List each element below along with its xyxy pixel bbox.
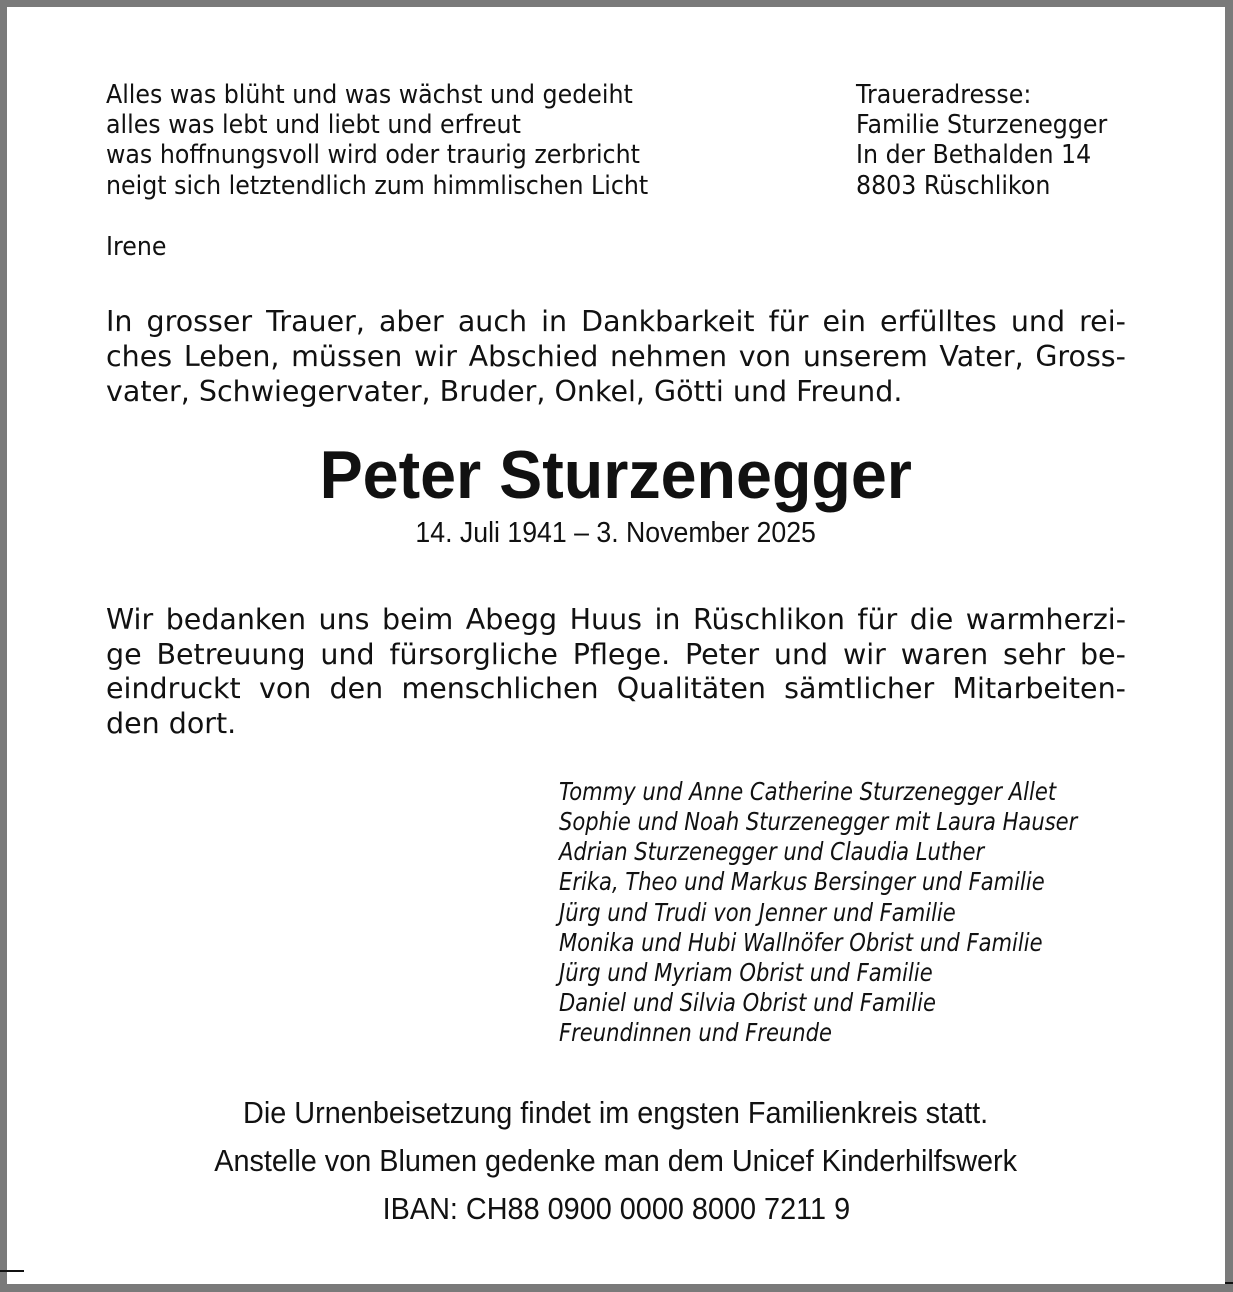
word: rei- [1079,305,1126,338]
thanks-line: den dort. [106,706,237,740]
poem-line: neigt sich letztendlich zum himmlischen Licht [106,170,649,201]
word: Qualitäten [616,672,766,705]
word: die [909,603,954,636]
word: für [857,603,898,636]
burial-note-text: Die Urnenbeisetzung findet im engsten Familienkreis statt. [243,1095,989,1130]
word: müssen [291,340,403,373]
mourner: Tommy und Anne Catherine Sturzenegger Allet [559,777,1057,806]
mourner: Daniel und Silvia Obrist und Familie [559,988,936,1018]
thanks-line [106,638,1126,673]
word: in [654,603,681,636]
word: auch [457,305,528,338]
life-dates-text: 14. Juli 1941 – 3. November 2025 [415,517,817,549]
iban [7,1185,1225,1233]
intro-line: vater, Schwiegervater, Bruder, Onkel, Götti und Freund. [106,375,903,408]
word: warmherzi- [965,603,1126,636]
word: und [1010,305,1066,338]
intro-paragraph [106,304,1126,409]
page-edge-shadow [1225,1282,1233,1284]
word: Gross- [1035,340,1126,373]
word: sämtlicher [784,672,935,705]
word: ge [106,637,142,671]
word: von [258,672,312,705]
poem-line: Alles was blüht und was wächst und gedeiht [106,80,633,110]
word: grosser [146,305,253,338]
iban-text: IBAN: CH88 0900 0000 8000 7211 9 [382,1191,850,1226]
poem-line: was hoffnungsvoll wird oder traurig zerbricht [106,140,640,171]
word: Peter [684,637,760,671]
word: Pflege. [572,637,671,671]
donation-note [7,1137,1225,1185]
mourning-address [856,80,1107,201]
word: unserem [802,340,928,373]
word: waren [900,637,989,671]
word: wir [842,637,886,671]
donation-note-text: Anstelle von Blumen gedenke man dem Unicef Kinderhilfswerk [214,1143,1018,1178]
word: nehmen [610,340,728,373]
word: fürsorgliche [389,637,558,671]
mourner: Jürg und Trudi von Jenner und Familie [559,897,956,927]
word: In [106,305,133,338]
life-dates [7,515,1225,551]
word: den [329,672,384,705]
mourner: Erika, Theo und Markus Bersinger und Familie [559,867,1045,897]
word: Betreuung [156,637,306,671]
poem [106,80,648,201]
word: von [738,340,792,373]
word: in [541,305,568,338]
word: eindruckt [106,672,241,705]
word: wir [413,340,457,373]
word: aber [378,305,444,338]
word: be- [1079,637,1126,671]
address-line: Familie Sturzenegger [856,110,1108,141]
word: menschlichen [401,672,599,705]
word: für [768,305,809,338]
deceased-name [7,435,1225,515]
deceased-name-text: Peter Sturzenegger [319,437,913,513]
word: bedanken [165,603,307,636]
intro-line [106,339,1126,374]
word: sehr [1002,637,1066,671]
mourner: Sophie und Noah Sturzenegger mit Laura Hauser [559,807,1078,837]
burial-note [7,1089,1225,1137]
word: Vater, [939,340,1024,373]
address-line: In der Bethalden 14 [856,140,1092,171]
word: Abegg [465,603,558,636]
poem-signer: Irene [106,232,167,262]
word: Dankbarkeit [581,305,755,338]
word: Abschied [468,340,599,373]
word: Mitarbeiten- [952,672,1126,705]
word: und [773,637,829,671]
word: uns [318,603,370,636]
mourners-list [559,777,1077,1048]
address-line: 8803 Rüschlikon [856,170,1051,201]
poem-line: alles was lebt und liebt und erfreut [106,110,521,141]
obituary-page [7,7,1225,1284]
word: ein [822,305,866,338]
thanks-paragraph [106,603,1126,741]
word: Leben, [183,340,280,373]
address-label: Traueradresse: [856,80,1032,110]
footer-notes [7,1089,1225,1233]
thanks-line [106,672,1126,707]
word: Wir [106,603,154,636]
mourner: Adrian Sturzenegger und Claudia Luther [559,837,985,867]
page-edge-shadow [0,1270,24,1272]
mourner: Monika und Hubi Wallnöfer Obrist und Familie [559,927,1043,957]
intro-line [106,304,1126,339]
mourner: Jürg und Myriam Obrist und Familie [559,957,933,987]
word: Huus [569,603,642,636]
word: erfülltes [880,305,997,338]
word: beim [381,603,454,636]
word: ches [106,340,173,373]
word: Trauer, [266,305,365,338]
thanks-line [106,603,1126,638]
word: und [320,637,375,671]
word: Rüschlikon [692,603,845,636]
mourner: Freundinnen und Freunde [559,1018,832,1048]
